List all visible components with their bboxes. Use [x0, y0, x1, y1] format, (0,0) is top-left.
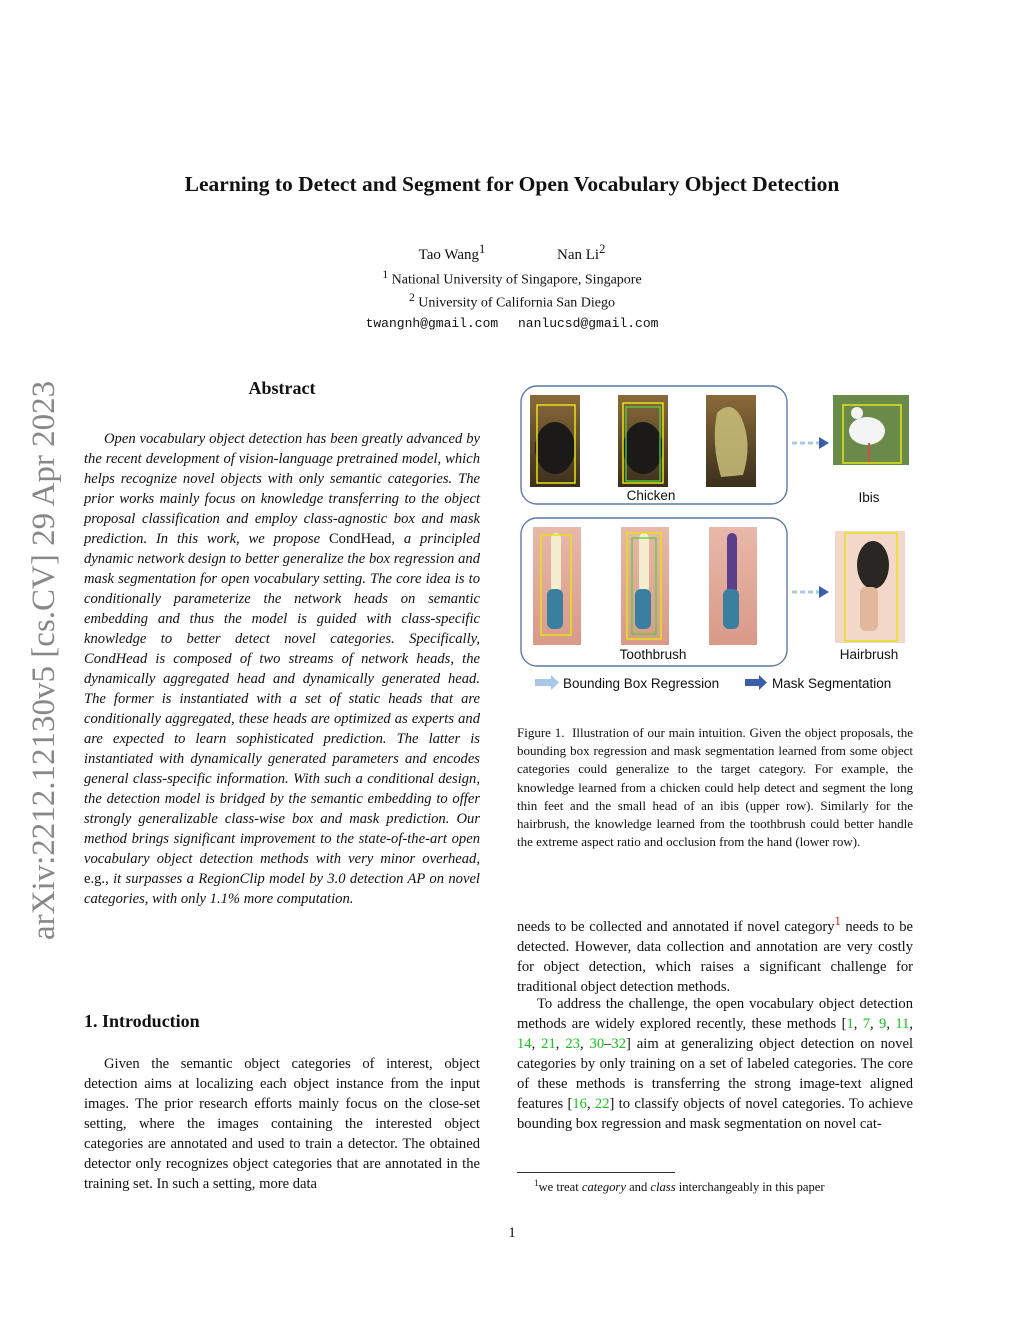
figure-label-hairbrush: Hairbrush: [839, 647, 899, 662]
figure-label-ibis: Ibis: [858, 490, 880, 505]
citation-link[interactable]: 22: [594, 1096, 610, 1112]
dashed-arrow-lower: [792, 586, 829, 598]
citation-link[interactable]: 14: [517, 1036, 532, 1052]
abstract-heading: Abstract: [248, 378, 316, 398]
figure-label-chicken: Chicken: [626, 488, 676, 503]
ibis-image: [833, 395, 909, 465]
footnote-rule: [517, 1172, 675, 1173]
citation-link[interactable]: 30: [589, 1036, 605, 1052]
author-list: [0, 242, 1024, 264]
figure-label-toothbrush: Toothbrush: [619, 647, 687, 662]
email[interactable]: twangnh@gmail.com: [365, 316, 499, 331]
affiliation: $^1$ National University of Singapore, Singapore: [382, 268, 642, 288]
footnote: $^1$we treat category and class interchangeably in this paper: [534, 1178, 825, 1195]
citation-link[interactable]: 11: [895, 1016, 910, 1032]
author: Nan Li$^2$: [557, 242, 606, 263]
legend-label-mask: Mask Segmentation: [772, 676, 892, 691]
paper-title: Learning to Detect and Segment for Open Vocabulary Object Detection: [184, 172, 840, 196]
citation-link[interactable]: 1: [846, 1016, 854, 1032]
figure-caption: Figure 1. Illustration of our main intuition. Given the object proposals, the bounding box regression and mask segmentation learned from some object categories could generalize to the target category. For example, the knowledge learned from a chicken could help detect and segment the long thin feet and the small head of an ibis (upper row). Similarly for the hairbrush, the knowledge learned from the toothbrush could better handle the extreme aspect ratio and occlusion from the hand (lower row).: [517, 725, 914, 850]
intro-paragraph: Given the semantic object categories of interest, object detection aims at localizing each object instance from the input images. The prior research efforts mainly focus on the close-set setting, where the images containing the interested object categories are annotated and used to train a detector. The obtained detector only recognizes object categories that are annotated in the training set. In such a setting, more data: [84, 1056, 480, 1192]
legend-mask: [745, 675, 767, 690]
legend-label-bbox: Bounding Box Regression: [563, 676, 720, 691]
affiliation: $^2$ University of California San Diego: [408, 291, 616, 311]
chicken-image-1: [530, 395, 580, 487]
arxiv-identifier: arXiv:2212.12130v5 [cs.CV] 29 Apr 2023: [26, 380, 62, 940]
body-paragraph: needs to be collected and annotated if novel category$^1$ needs to be detected. However, data collection and annotation are very costly for object detection, which raises a significant challenge for traditional object detection methods.: [517, 914, 913, 995]
page-number: 1: [508, 1225, 516, 1241]
toothbrush-image-2: [621, 527, 669, 645]
footnote-mark[interactable]: 1: [834, 914, 841, 928]
body-paragraph: To address the challenge, the open vocabulary object detection methods are widely explored recently, these methods [1, 7, 9, 11, 14, 21, 23, 30–32] aim at generalizing object detection on novel categories by only training on a set of labeled categories. The core of these methods is transferring the strong image-text aligned features [16, 22] to classify objects of novel categories. To achieve bounding box regression and mask segmentation on novel cat-: [517, 996, 914, 1132]
citation-link[interactable]: 23: [565, 1036, 580, 1052]
citation-link[interactable]: 7: [862, 1016, 871, 1032]
citation-link[interactable]: 21: [541, 1036, 556, 1052]
citation-link[interactable]: 9: [879, 1016, 887, 1032]
author-emails: [0, 316, 1024, 331]
chicken-image-2: [618, 395, 668, 487]
citation-link[interactable]: 32: [611, 1036, 626, 1052]
citation-link[interactable]: 16: [572, 1096, 587, 1112]
hairbrush-image: [835, 531, 905, 643]
abstract-body: Open vocabulary object detection has been greatly advanced by the recent development of vision-language pretrained model, which helps recognize novel objects with only semantic categories. The prior works mainly focus on knowledge transferring to the object proposal classification and employ class-agnostic box and mask prediction. In this work, we propose CondHead, a principled dynamic network design to better generalize the box regression and mask segmentation for open vocabulary setting. The core idea is to conditionally parameterize the network heads on semantic embedding and thus the model is guided with class-specific knowledge to better detect novel categories. Specifically, CondHead is composed of two streams of network heads, the dynamically aggregated head and dynamically generated head. The former is instantiated with a set of static heads that are conditionally aggregated, these heads are optimized as experts and are expected to learn sophisticated prediction. The latter is instantiated with dynamically generated parameters and encodes general class-specific information. With such a conditional design, the detection model is bridged by the semantic embedding to offer strongly generalizable class-wise box and mask prediction. Our method brings significant improvement to the state-of-the-art open vocabulary object detection methods with very minor overhead, e.g., it surpasses a RegionClip model by 3.0 detection AP on novel categories, with only 1.1% more computation.: [84, 431, 480, 907]
figure-1: [517, 383, 913, 703]
toothbrush-image-3: [709, 527, 757, 645]
dashed-arrow-upper: [792, 437, 829, 449]
toothbrush-image-1: [533, 527, 581, 645]
chicken-image-3: [706, 395, 756, 487]
section-heading-introduction: 1. Introduction: [84, 1011, 200, 1031]
author: Tao Wang$^1$: [418, 242, 486, 263]
email[interactable]: nanlucsd@gmail.com: [518, 316, 659, 331]
legend-bbox: [535, 675, 559, 690]
